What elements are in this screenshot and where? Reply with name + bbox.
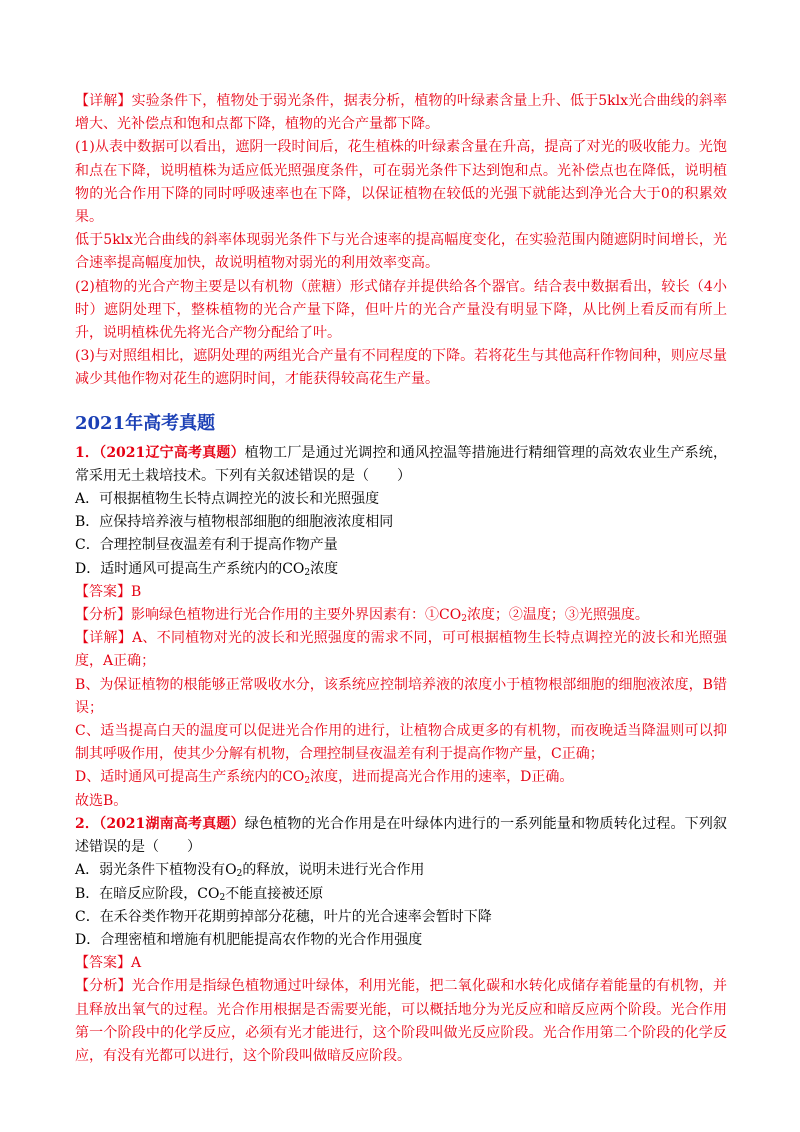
question-2-stem: 2．（2021湖南高考真题）绿色植物的光合作用是在叶绿体内进行的一系列能量和物质转化过程。下列叙述错误的是（ ）: [75, 815, 728, 856]
q1-detail-c: C、适当提高白天的温度可以促进光合作用的进行，让植物合成更多的有机物，而夜晚适当降温则可以抑制其呼吸作用，使其少分解有机物，合理控制昼夜温差有利于提高作物产量，C正确；: [75, 723, 727, 763]
q1-option-b: B．应保持培养液与植物根部细胞的细胞液浓度相同: [75, 514, 394, 531]
q1-detail-d: D、适时通风可提高生产系统内的$CO_2$浓度，进而提高光合作用的速率，D正确。: [75, 769, 574, 787]
q1-conclusion: 故选B。: [75, 792, 128, 809]
q2-analysis: 【分析】光合作用是指绿色植物通过叶绿体，利用光能，把二氧化碳和水转化成储存着能量的有机物，并且释放出氧气的过程。光合作用根据是否需要光能，可以概括地分为光反应和暗反应两个阶段。光合作用第一个阶段中的化学反应，必须有光才能进行，这个阶段叫做光反应阶段。光合作用第二个阶段的化学反应，有没有光都可以进行，这个阶段叫做暗反应阶段。: [75, 978, 728, 1064]
q1-answer: 【答案】B: [75, 583, 142, 600]
q2-option-b: B．在暗反应阶段，$CO_2$不能直接被还原: [75, 885, 324, 903]
q1-analysis: 【分析】影响绿色植物进行光合作用的主要外界因素有：$①CO_2$浓度；②温度；③光照强度。: [75, 607, 649, 625]
prev-paragraph-2: 低于5klx光合曲线的斜率体现弱光条件下与光合速率的提高幅度变化，在实验范围内随遮阴时间增长，光合速率提高幅度加快，故说明植物对弱光的利用效率变高。: [75, 232, 727, 272]
q2-answer: 【答案】A: [75, 955, 142, 972]
question-number: 2．: [75, 815, 100, 832]
page-content: [75, 90, 727, 1068]
detail-tag: 【详解】: [75, 93, 132, 109]
question-number: 1．: [75, 444, 100, 461]
question-1-stem: 1．（2021辽宁高考真题）植物工厂是通过光调控和通风控温等措施进行精细管理的高效农业生产系统，常采用无土栽培技术。下列有关叙述错误的是（ ）: [75, 444, 728, 484]
q1-detail-b: B、为保证植物的根能够正常吸收水分，该系统应控制培养液的浓度小于植物根部细胞的细胞液浓度，B错误；: [75, 676, 727, 716]
question-source: （2021辽宁高考真题）: [99, 444, 245, 461]
prev-paragraph-1: (1)从表中数据可以看出，遮阴一段时间后，花生植株的叶绿素含量在升高，提高了对光的吸收能力。光饱和点在下降，说明植株为适应低光照强度条件，可在弱光条件下达到饱和点。光补偿点也在降低，说明植物的光合作用下降的同时呼吸速率也在下降，以保证植物在较低的光强下就能达到净光合大于0的积累效果。: [75, 139, 727, 226]
prev-paragraph-3: (2)植物的光合产物主要是以有机物（蔗糖）形式储存并提供给各个器官。结合表中数据看出，较长（4小时）遮阴处理下，整株植物的光合产量下降，但叶片的光合产量没有明显下降，从比例上看反而有所上升，说明植株优先将光合产物分配给了叶。: [75, 278, 727, 342]
prev-detail-paragraph: 【详解】实验条件下，植物处于弱光条件，据表分析，植物的叶绿素含量上升、低于5klx光合曲线的斜率增大、光补偿点和饱和点都下降，植物的光合产量都下降。: [75, 93, 728, 133]
section-title: 2021年高考真题: [75, 412, 216, 434]
q1-detail-a: 【详解】A、不同植物对光的波长和光照强度的需求不同，可可根据植物生长特点调控光的波长和光照强度，A正确；: [75, 630, 728, 670]
q2-option-a: A．弱光条件下植物没有$O_2$的释放，说明未进行光合作用: [75, 862, 425, 880]
prev-paragraph-4: (3)与对照组相比，遮阴处理的两组光合产量有不同程度的下降。若将花生与其他高秆作物间种，则应尽量减少其他作物对花生的遮阴时间，才能获得较高花生产量。: [75, 348, 727, 388]
q1-option-a: A．可根据植物生长特点调控光的波长和光照强度: [75, 491, 380, 508]
q1-option-d: D．适时通风可提高生产系统内的$CO_2$浓度: [75, 560, 339, 578]
q2-option-c: C．在禾谷类作物开花期剪掉部分花穗，叶片的光合速率会暂时下降: [75, 908, 492, 925]
question-source: （2021湖南高考真题）: [99, 815, 245, 832]
q1-option-c: C．合理控制昼夜温差有利于提高作物产量: [75, 537, 338, 554]
q2-option-d: D．合理密植和增施有机肥能提高农作物的光合作用强度: [75, 931, 423, 948]
